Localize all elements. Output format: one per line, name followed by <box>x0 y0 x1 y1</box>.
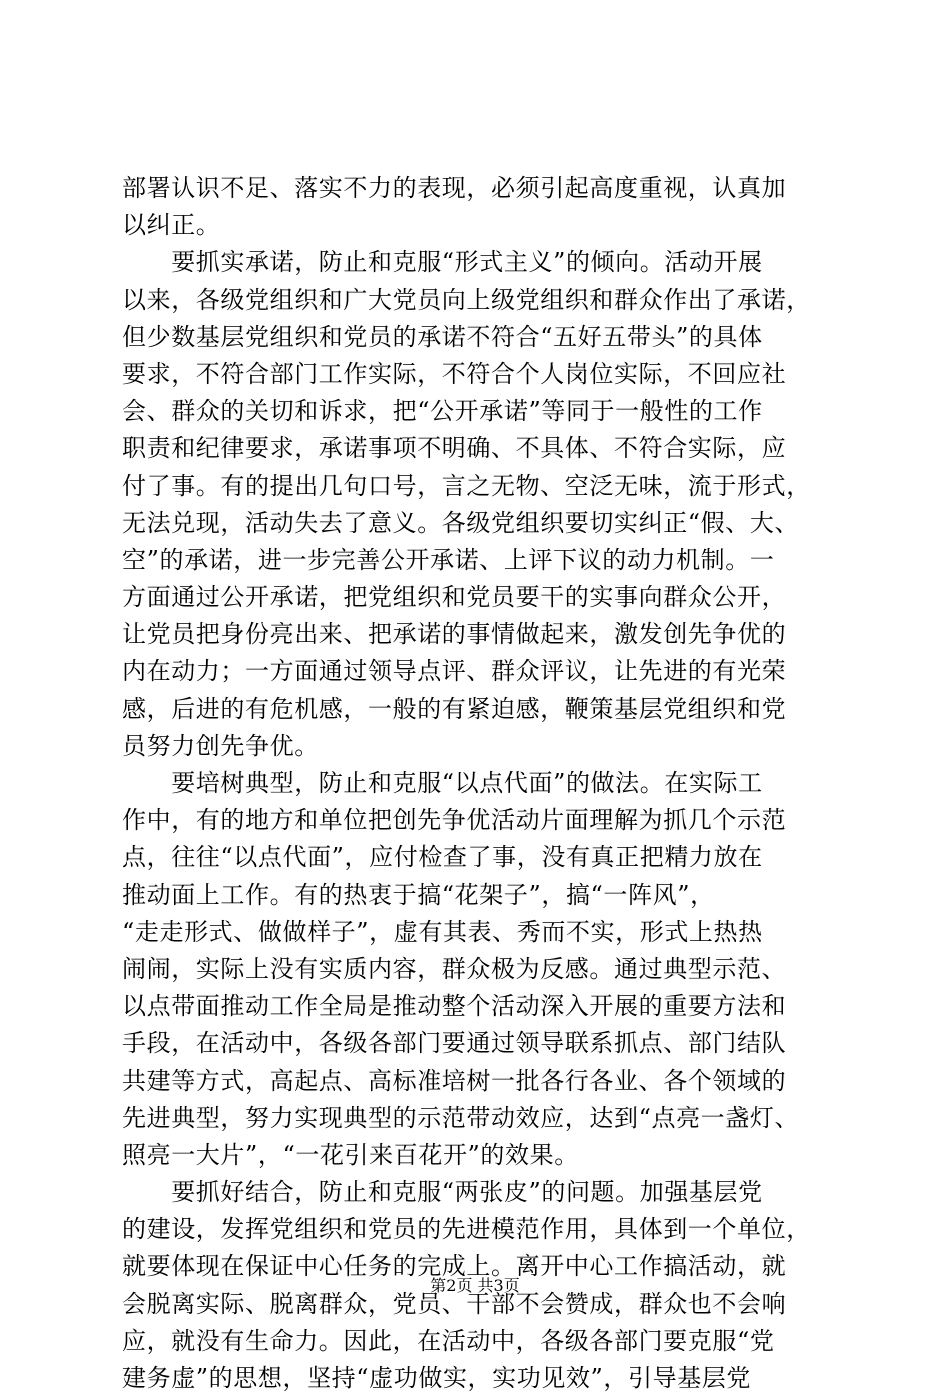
text-line: 感，后进的有危机感，一般的有紧迫感，鞭策基层党组织和党 <box>122 694 787 723</box>
text-line: 方面通过公开承诺，把党组织和党员要干的实事向群众公开， <box>122 583 787 612</box>
text-line: 部署认识不足、落实不力的表现，必须引起高度重视，认真加 <box>122 174 787 202</box>
text-line: “走走形式、做做样子”，虚有其表、秀而不实，形式上热热 <box>122 917 763 946</box>
text-line: 职责和纪律要求，承诺事项不明确、不具体、不符合实际，应 <box>122 434 787 463</box>
text-line: 付了事。有的提出几句口号，言之无物、空泛无味，流于形式， <box>122 471 811 500</box>
text-line: 会、群众的关切和诉求，把“公开承诺”等同于一般性的工作 <box>122 397 763 426</box>
text-line: 以点带面推动工作全局是推动整个活动深入开展的重要方法和 <box>122 992 787 1021</box>
text-line: 要求，不符合部门工作实际，不符合个人岗位实际，不回应社 <box>122 359 787 388</box>
body-text <box>122 170 842 1397</box>
text-line: 内在动力；一方面通过领导点评、群众评议，让先进的有光荣 <box>122 657 787 686</box>
text-line: 要抓实承诺，防止和克服“形式主义”的倾向。活动开展 <box>122 248 763 277</box>
text-line: 让党员把身份亮出来、把承诺的事情做起来，激发创先争优的 <box>122 620 787 649</box>
text-line: 闹闹，实际上没有实质内容，群众极为反感。通过典型示范、 <box>122 954 787 983</box>
text-line: 作中，有的地方和单位把创先争优活动片面理解为抓几个示范 <box>122 806 787 835</box>
text-line: 点，往往“以点代面”，应付检查了事，没有真正把精力放在 <box>122 843 763 872</box>
text-line: 建务虚”的思想，坚持“虚功做实，实功见效”，引导基层党 <box>122 1364 752 1392</box>
text-line: 的建设，发挥党组织和党员的先进模范作用，具体到一个单位， <box>122 1215 811 1244</box>
text-line: 就要体现在保证中心任务的完成上。离开中心工作搞活动，就 <box>122 1252 787 1281</box>
page-footer: 第2页 共3页 <box>430 1276 520 1295</box>
text-line: 共建等方式，高起点、高标准培树一批各行各业、各个领域的 <box>122 1066 787 1095</box>
text-line: 先进典型，努力实现典型的示范带动效应，达到“点亮一盏灯、 <box>122 1103 800 1132</box>
text-line: 员努力创先争优。 <box>122 731 319 760</box>
text-line: 要抓好结合，防止和克服“两张皮”的问题。加强基层党 <box>122 1178 763 1207</box>
text-line: 推动面上工作。有的热衷于搞“花架子”，搞“一阵风”， <box>122 880 715 909</box>
text-line: 无法兑现，活动失去了意义。各级党组织要切实纠正“假、大、 <box>122 508 800 537</box>
text-line: 手段，在活动中，各级各部门要通过领导联系抓点、部门结队 <box>122 1029 787 1058</box>
text-line: 照亮一大片”，“一花引来百花开”的效果。 <box>122 1140 579 1169</box>
text-line: 要培树典型，防止和克服“以点代面”的做法。在实际工 <box>122 769 763 797</box>
text-line: 以纠正。 <box>122 211 221 240</box>
text-line: 以来，各级党组织和广大党员向上级党组织和群众作出了承诺， <box>122 285 811 314</box>
text-line: 空”的承诺，进一步完善公开承诺、上评下议的动力机制。一 <box>122 545 775 574</box>
text-line: 会脱离实际、脱离群众，党员、干部不会赞成，群众也不会响 <box>122 1289 787 1318</box>
text-line: 应，就没有生命力。因此，在活动中，各级各部门要克服“党 <box>122 1326 775 1355</box>
text-line: 但少数基层党组织和党员的承诺不符合“五好五带头”的具体 <box>122 322 763 351</box>
